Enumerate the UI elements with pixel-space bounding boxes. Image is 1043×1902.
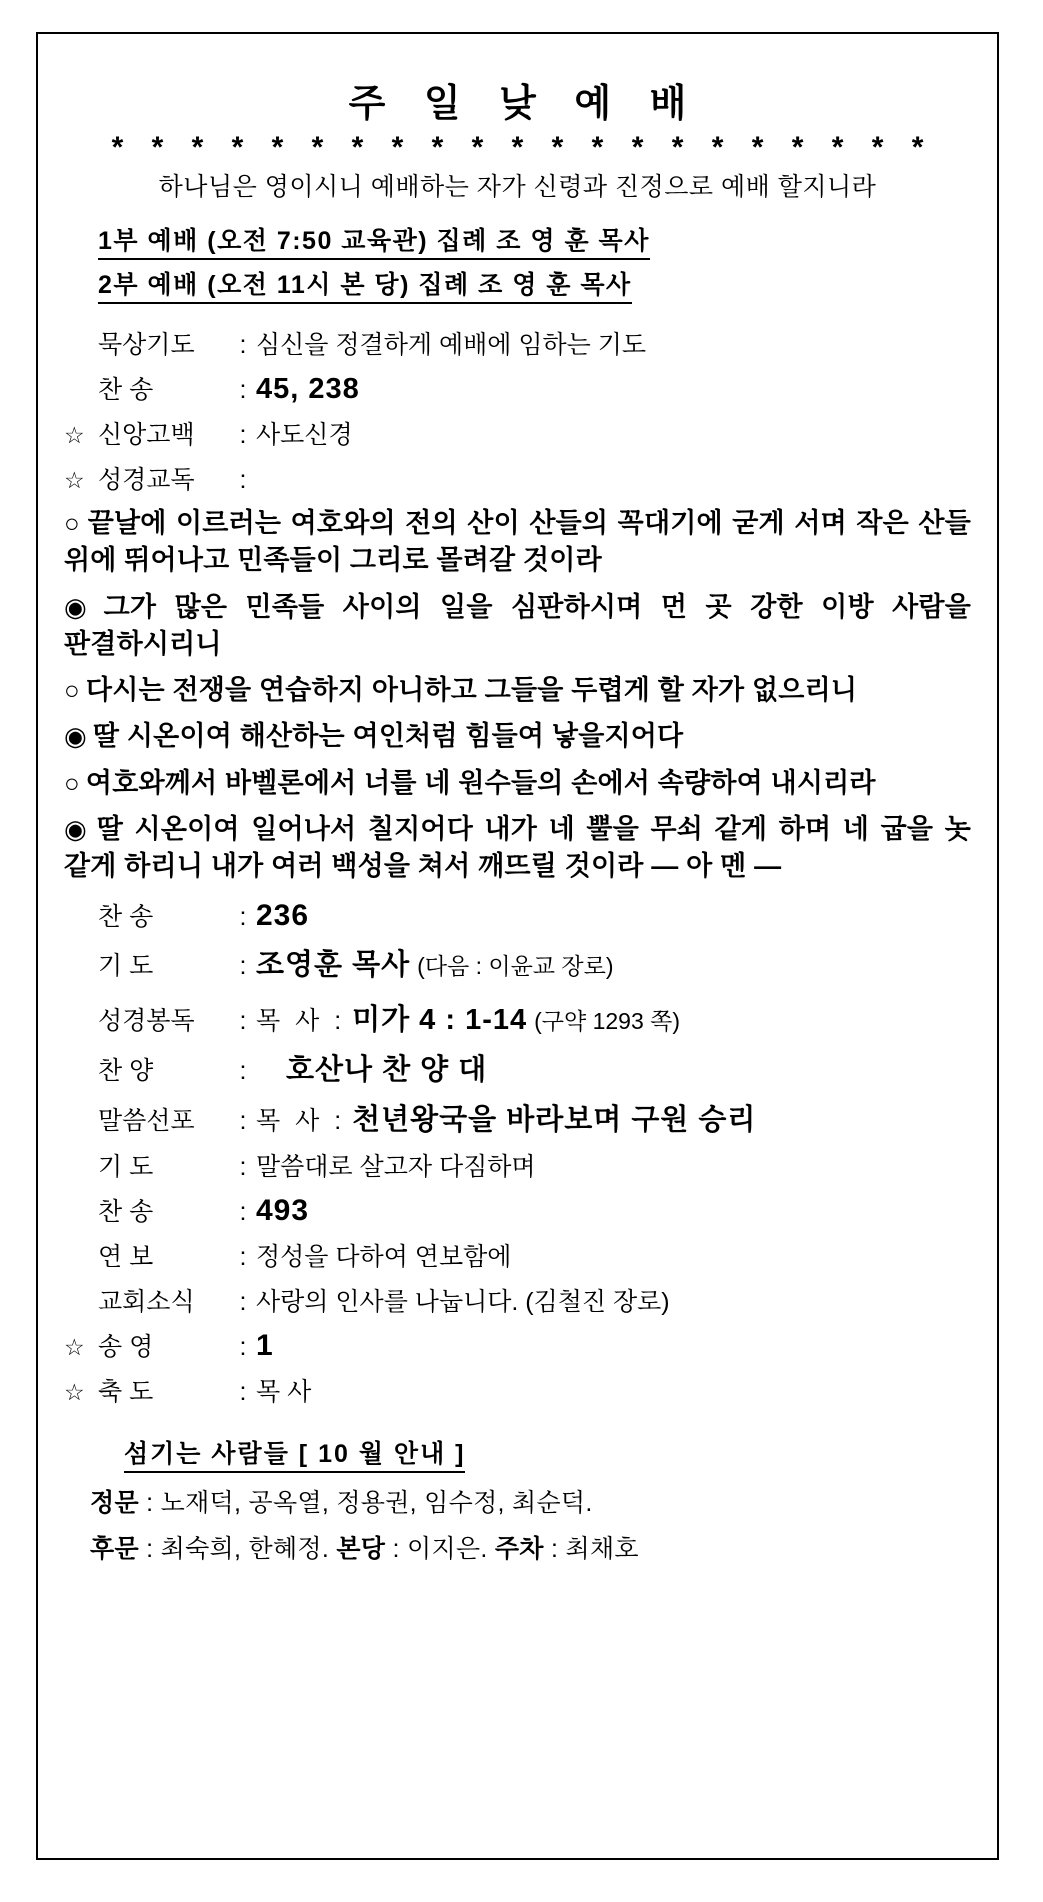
parking-value: : 최채호	[551, 1535, 639, 1564]
row-extra: (구약 1293 쪽)	[534, 1008, 680, 1035]
reading-bullet-open-circle: ○	[64, 675, 80, 705]
order-row-offering	[64, 1237, 971, 1273]
row-colon: :	[239, 1057, 247, 1086]
row-extra: (다음 : 이윤교 장로)	[417, 953, 614, 980]
reading-text: 딸 시온이여 일어나서 칠지어다 내가 네 뿔을 무쇠 같게 하며 네 굽을 놋 같게 하리니 내가 여러 백성을 쳐서 깨뜨릴 것이라 ― 아 멘 ―	[64, 813, 971, 881]
row-value: 493	[256, 1194, 310, 1228]
row-sublabel: 목 사 :	[256, 1107, 346, 1136]
page-title: 주 일 낮 예 배	[348, 83, 701, 125]
servants-front-gate	[90, 1483, 971, 1519]
order-row-prayer-commitment	[64, 1147, 971, 1183]
star-divider: * * * * * * * * * * * * * * * * * * * * *	[111, 131, 934, 164]
row-value: 호산나 찬 양 대	[286, 1054, 488, 1087]
reading-verse	[64, 718, 971, 755]
order-row-choir	[64, 1047, 971, 1088]
servants-title: 섬기는 사람들 [ 10 월 안내 ]	[124, 1434, 465, 1473]
reading-text: 그가 많은 민족들 사이의 일을 심판하시며 먼 곳 강한 이방 사람을 판결하시리니	[64, 591, 971, 659]
order-row-prayer-pastor	[64, 942, 971, 983]
responsive-reading-body	[64, 505, 971, 885]
row-label: 송 영	[98, 1333, 154, 1362]
row-colon: :	[239, 466, 247, 494]
row-value: 조영훈 목사	[256, 949, 411, 982]
service-times	[98, 221, 971, 309]
reading-text: 딸 시온이여 해산하는 여인처럼 힘들여 낳을지어다	[92, 721, 684, 752]
order-row-sermon	[64, 1097, 971, 1138]
row-label: 성경봉독	[98, 1007, 195, 1036]
row-label: 찬 송	[98, 903, 154, 932]
row-value: 정성을 다하여 연보함에	[256, 1243, 512, 1272]
order-of-worship-top	[64, 325, 971, 496]
star-icon: ☆	[64, 1334, 85, 1361]
row-value: 사도신경	[256, 421, 353, 449]
reading-bullet-filled-circle: ◉	[64, 721, 87, 752]
sanctuary-label: 본당	[336, 1535, 386, 1564]
order-row-doxology	[64, 1327, 971, 1363]
back-gate-value: : 최숙희, 한혜정.	[146, 1535, 330, 1564]
row-colon: :	[239, 421, 247, 449]
order-row-hymn-236	[64, 897, 971, 933]
sanctuary-value: : 이지은.	[392, 1535, 488, 1564]
service-line-2: 2부 예배 (오전 11시 본 당) 집례 조 영 훈 목사	[98, 265, 632, 304]
back-gate-label: 후문	[90, 1535, 139, 1564]
order-row-benediction	[64, 1372, 971, 1408]
row-label: 성경교독	[98, 466, 195, 494]
row-label: 신앙고백	[98, 421, 195, 449]
servants-section	[64, 1434, 971, 1565]
row-colon: :	[239, 1378, 247, 1407]
order-of-worship-bottom	[64, 897, 971, 1408]
order-row-meditation-prayer	[64, 325, 971, 361]
parking-label: 주차	[494, 1535, 544, 1564]
reading-bullet-open-circle: ○	[64, 508, 82, 538]
row-label: 축 도	[98, 1378, 154, 1407]
row-label: 말씀선포	[98, 1107, 195, 1136]
reading-verse	[64, 505, 971, 580]
row-value: 사랑의 인사를 나눕니다. (김철진 장로)	[256, 1288, 670, 1317]
servants-back-gate	[90, 1529, 971, 1565]
reading-bullet-filled-circle: ◉	[64, 591, 98, 622]
row-colon: :	[239, 1243, 247, 1272]
bulletin-page	[36, 32, 999, 1860]
reading-text: 다시는 전쟁을 연습하지 아니하고 그들을 두렵게 할 자가 없으리니	[85, 675, 858, 705]
row-value: 목 사	[256, 1378, 312, 1407]
row-label: 교회소식	[98, 1288, 195, 1317]
reading-verse	[64, 765, 971, 802]
row-value: 심신을 정결하게 예배에 임하는 기도	[256, 331, 647, 359]
row-value: 말씀대로 살고자 다짐하며	[256, 1153, 536, 1182]
order-row-hymn-493	[64, 1192, 971, 1228]
reading-bullet-filled-circle: ◉	[64, 813, 91, 844]
front-gate-value: : 노재덕, 공옥열, 정용권, 임수정, 최순덕.	[146, 1489, 593, 1518]
row-label: 기 도	[98, 952, 154, 981]
row-label: 연 보	[98, 1243, 154, 1272]
row-value: 천년왕국을 바라보며 구원 승리	[352, 1104, 757, 1137]
star-icon: ☆	[64, 1379, 85, 1406]
theme-verse: 하나님은 영이시니 예배하는 자가 신령과 진정으로 예배 할지니라	[158, 173, 877, 201]
row-label: 묵상기도	[98, 331, 195, 359]
row-colon: :	[239, 1198, 247, 1227]
row-label: 찬 송	[98, 376, 154, 404]
reading-verse	[64, 811, 971, 886]
row-colon: :	[239, 1333, 247, 1362]
order-row-creed	[64, 415, 971, 451]
order-row-scripture-reading	[64, 997, 971, 1038]
reading-bullet-open-circle: ○	[64, 767, 80, 798]
order-row-hymn-1	[64, 370, 971, 406]
row-sublabel: 목 사 :	[256, 1007, 346, 1036]
row-value: 미가 4 : 1-14	[352, 1004, 528, 1037]
row-colon: :	[239, 1107, 247, 1136]
front-gate-label: 정문	[90, 1489, 139, 1518]
star-icon: ☆	[64, 467, 85, 493]
row-colon: :	[239, 1288, 247, 1317]
row-colon: :	[239, 376, 247, 404]
row-label: 찬 양	[98, 1057, 154, 1086]
row-label: 찬 송	[98, 1198, 154, 1227]
reading-text: 여호와께서 바벨론에서 너를 네 원수들의 손에서 속량하여 내시리라	[85, 767, 876, 798]
reading-text: 끝날에 이르러는 여호와의 전의 산이 산들의 꼭대기에 굳게 서며 작은 산들 위에 뛰어나고 민족들이 그리로 몰려갈 것이라	[64, 508, 971, 576]
row-value: 45, 238	[256, 373, 360, 405]
order-row-church-news	[64, 1282, 971, 1318]
reading-verse	[64, 589, 971, 664]
row-colon: :	[239, 1153, 247, 1182]
star-icon: ☆	[64, 422, 85, 448]
row-colon: :	[239, 1007, 247, 1036]
row-value: 1	[256, 1329, 274, 1363]
row-colon: :	[239, 952, 247, 981]
reading-verse	[64, 672, 971, 709]
row-colon: :	[239, 331, 247, 359]
order-row-responsive-reading	[64, 460, 971, 496]
row-value: 236	[256, 899, 310, 933]
row-label: 기 도	[98, 1153, 154, 1182]
row-colon: :	[239, 903, 247, 932]
service-line-1: 1부 예배 (오전 7:50 교육관) 집례 조 영 훈 목사	[98, 221, 650, 260]
